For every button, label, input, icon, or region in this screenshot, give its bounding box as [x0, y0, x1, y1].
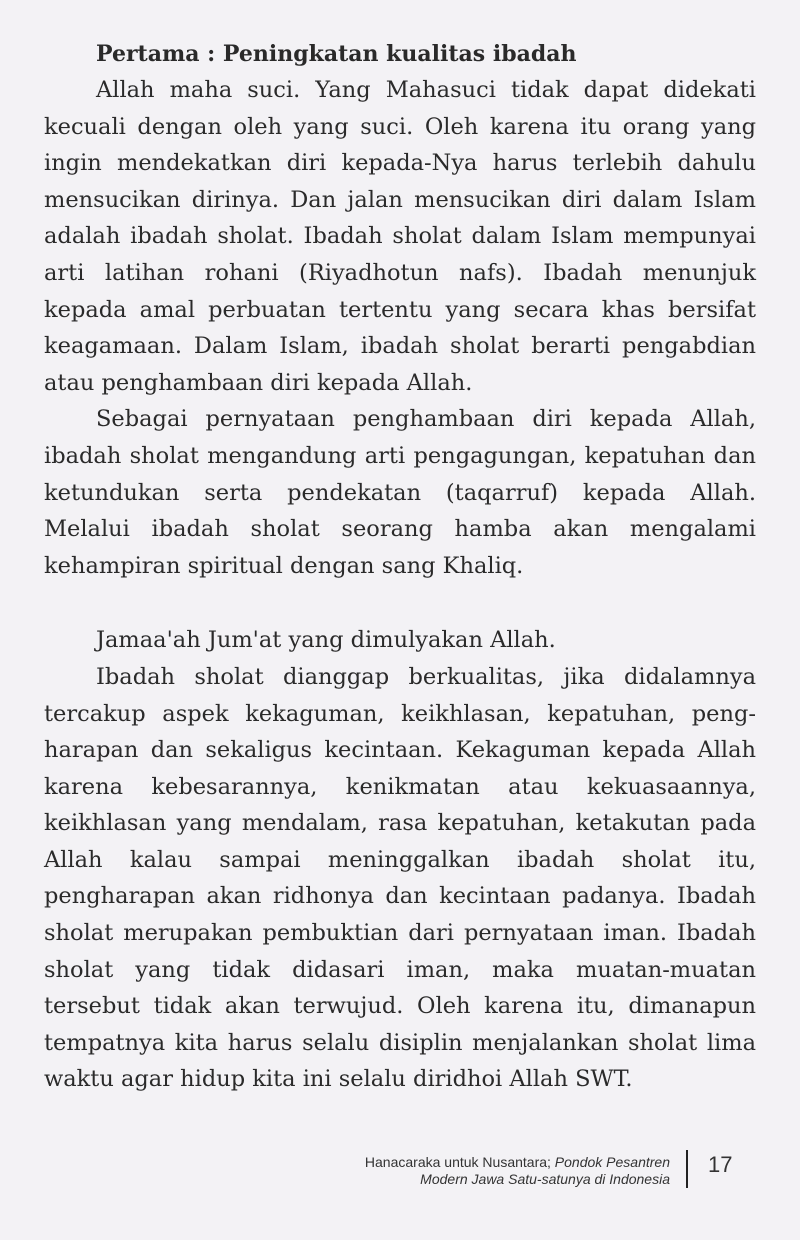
paragraph: Allah maha suci. Yang Mahasuci tidak dapat didekati kecuali dengan oleh yang suci. Oleh karena itu orang yang ingin mendekatkan diri kepada-Nya harus terlebih dahulu mensucikan dirinya. Dan jalan mensucikan diri dalam Islam adalah ibadah sholat. Ibadah sholat dalam Islam mempunyai arti latihan rohani (Riyadhotun nafs). Ibadah menunjuk kepada amal perbuatan tertentu yang secara khas bersifat keagamaan. Dalam Islam, ibadah sholat berarti pengabdian atau penghambaan diri kepada Allah.: [44, 77, 756, 396]
footer-title-plain: Hanacaraka untuk Nusantara;: [364, 1154, 555, 1170]
page-number: 17: [708, 1152, 733, 1177]
footer-title-italic: Pondok Pesantren: [554, 1154, 670, 1170]
section-heading: Pertama : Peningkatan kualitas ibadah: [96, 41, 577, 67]
paragraph-spacer: [44, 584, 756, 622]
footer-title-line-2: Modern Jawa Satu-satunya di Indonesia: [420, 1171, 670, 1187]
paragraph: Sebagai pernyataan penghambaan diri kepada Allah, ibadah sholat mengandung arti pengagungan, kepatuhan dan ketundukan serta pendekatan (taqarruf) kepada Allah. Melalui ibadah sholat seorang hamba akan mengalami kehampiran spiritual dengan sang Khaliq.: [44, 406, 756, 579]
footer-title-line-1: [365, 1154, 670, 1171]
paragraph: Ibadah sholat dianggap berkualitas, jika didalamnya tercakup aspek kekaguman, keikhlasan, kepatuhan, pengharapan dan sekaligus kecintaan. Kekaguman kepada Allah karena kebesarannya, kenikmatan atau kekuasaannya, keikhlasan yang mendalam, rasa kepatuhan, ketakutan pada Allah kalau sampai meninggalkan ibadah sholat itu, pengharapan akan ridhonya dan kecintaan padanya. Ibadah sholat merupakan pembuktian dari pernyataan iman. Ibadah sholat yang tidak didasari iman, maka muatan-muatan tersebut tidak akan terwujud. Oleh karena itu, dimanapun tempatnya kita harus selalu disiplin menjalankan sholat lima waktu agar hidup kita ini selalu diridhoi Allah SWT.: [44, 663, 756, 1093]
footer-divider: [686, 1150, 688, 1188]
page-body: [44, 36, 756, 1098]
page-footer: [0, 1150, 800, 1190]
running-footer-title: [365, 1154, 670, 1188]
salutation-line: Jamaa'ah Jum'at yang dimulyakan Allah.: [96, 627, 556, 654]
